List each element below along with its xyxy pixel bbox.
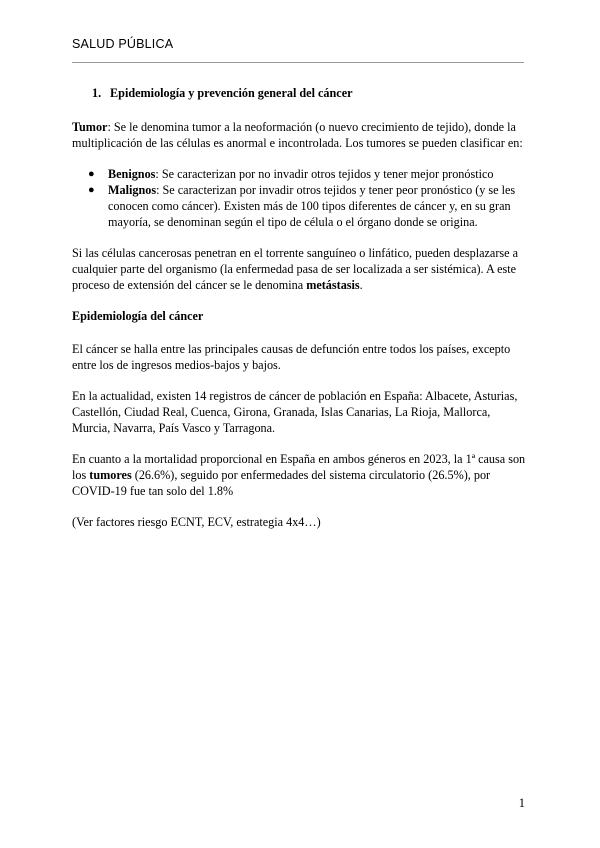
metastasis-term: metástasis (306, 278, 360, 292)
bullet-icon: ● (88, 168, 95, 180)
section-title: Epidemiología y prevención general del cáncer (110, 86, 353, 100)
section-number: 1. (92, 86, 102, 100)
benignos-term: Benignos (108, 167, 156, 181)
malignos-text: : Se caracterizan por invadir otros tejidos y tener peor pronóstico (y se les conocen como cáncer). Existen más de 100 tipos diferentes de cáncer y, en su gran mayoría, se denominan según el tipo de célula o el órgano donde se origina. (108, 183, 516, 229)
tumor-definition-text: : Se le denomina tumor a la neoformación (o nuevo crecimiento de tejido), donde la multiplicación de las células es anormal e incontrolada. Los tumores se pueden clasificar en: (72, 120, 523, 150)
section-heading (92, 85, 528, 101)
tumor-definition-paragraph (72, 119, 528, 151)
mortality-paragraph (72, 451, 528, 499)
epidemiology-subheading: Epidemiología del cáncer (72, 309, 204, 323)
metastasis-end: . (359, 278, 363, 292)
note-paragraph: (Ver factores riesgo ECNT, ECV, estrategia 4x4…) (72, 515, 321, 529)
list-item-benignos (72, 166, 528, 182)
page-number: 1 (518, 796, 525, 810)
document-body (72, 85, 528, 545)
registries-paragraph: En la actualidad, existen 14 registros de cáncer de población en España: Albacete, Asturias, Castellón, Ciudad Real, Cuenca, Girona, Granada, Islas Canarias, La Rioja, Mallorca, Murcia, Navarra, País Vasco y Tarragona. (72, 389, 518, 435)
tumor-types-list (72, 166, 528, 230)
benignos-text: : Se caracterizan por no invadir otros tejidos y tener mejor pronóstico (155, 167, 494, 181)
header-divider (72, 62, 524, 63)
mortality-text-after: (26.6%), seguido por enfermedades del sistema circulatorio (26.5%), por COVID-19 fue tan solo del 1.8% (72, 468, 491, 498)
metastasis-paragraph (72, 245, 528, 293)
metastasis-text: Si las células cancerosas penetran en el torrente sanguíneo o linfático, pueden desplazarse a cualquier parte del organismo (la enfermedad pasa de ser localizada a ser sistémica). A este proceso de extensión del cáncer se le denomina (72, 246, 519, 292)
page-header-title: SALUD PÚBLICA (72, 37, 174, 51)
list-item-malignos (72, 182, 528, 230)
causes-paragraph: El cáncer se halla entre las principales causas de defunción entre todos los países, excepto entre los de ingresos medios-bajos y bajos. (72, 342, 511, 372)
bullet-icon: ● (88, 184, 95, 196)
tumor-term: Tumor (72, 120, 108, 134)
malignos-term: Malignos (108, 183, 157, 197)
tumores-term: tumores (89, 468, 132, 482)
mortality-text-before: En cuanto a la mortalidad proporcional en España en ambos géneros en 2023, la 1ª causa son los (72, 452, 526, 482)
